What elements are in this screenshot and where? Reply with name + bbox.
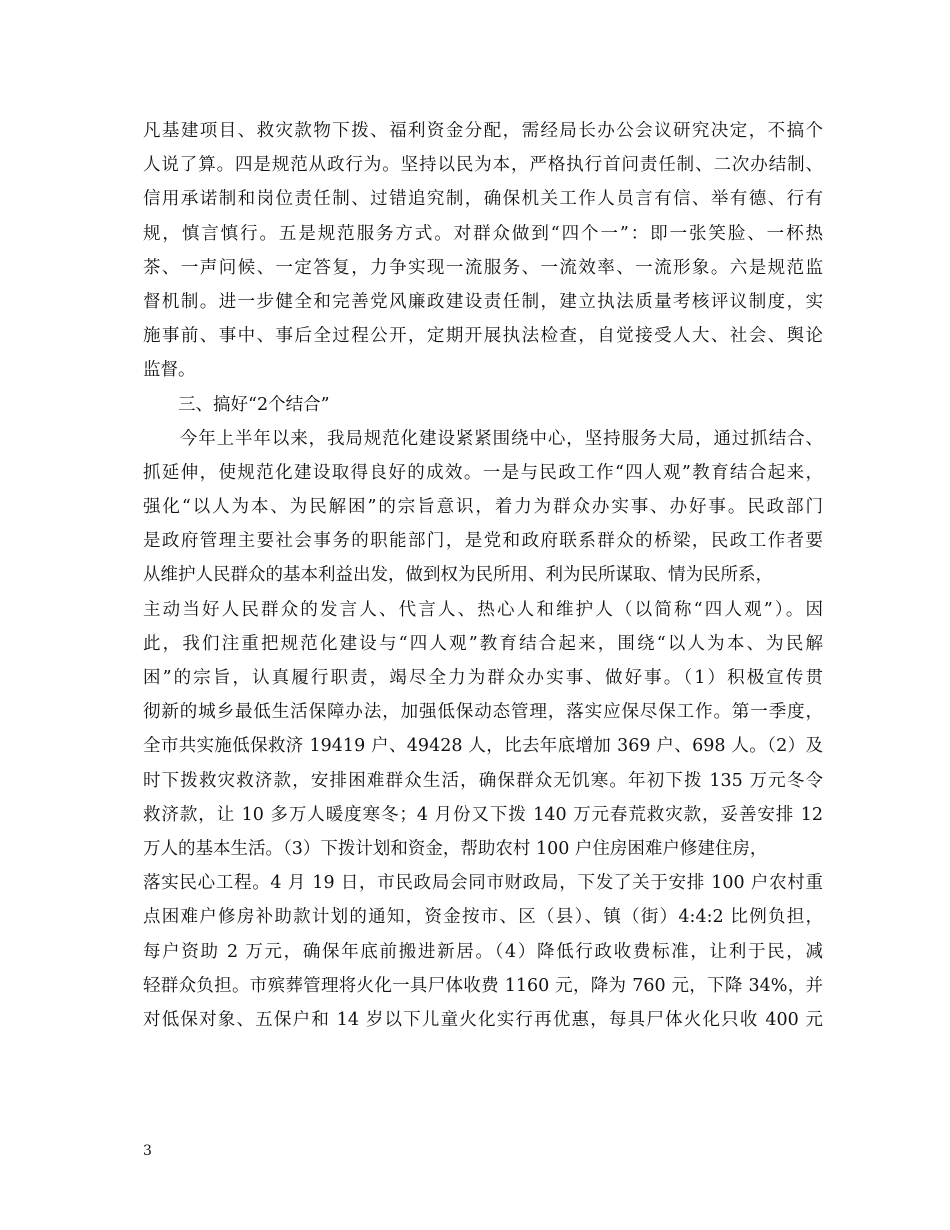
page-number: 3	[143, 1143, 152, 1159]
text-line: 强化“以人为本、为民解困”的宗旨意识，着力为群众办实事、办好事。民政部门	[143, 497, 823, 518]
text-line: 从维护人民群众的基本利益出发，做到权为民所用、利为民所谋取、情为民所系，	[143, 565, 773, 586]
text-line: 主动当好人民群众的发言人、代言人、热心人和维护人（以简称“四人观”）。因	[143, 599, 823, 620]
text-line: 落实民心工程。4 月 19 日，市民政局会同市财政局，下发了关于安排 100 户农村重	[143, 873, 823, 894]
text-line: 茶、一声问候、一定答复，力争实现一流服务、一流效率、一流形象。六是规范监	[143, 257, 823, 278]
text-line: 施事前、事中、事后全过程公开，定期开展执法检查，自觉接受人大、社会、舆论	[143, 326, 823, 347]
text-line: 万人的基本生活。（3）下拨计划和资金，帮助农村 100 户住房困难户修建住房，	[143, 838, 768, 859]
text-line: 时下拨救灾救济款，安排困难群众生活，确保群众无饥寒。年初下拨 135 万元冬令	[143, 770, 823, 791]
text-line: 全市共实施低保救济 19419 户、49428 人，比去年底增加 369 户、698 人。（2）及	[143, 736, 823, 757]
text-line: 今年上半年以来，我局规范化建设紧紧围绕中心，坚持服务大局，通过抓结合、	[143, 428, 823, 449]
text-line: 轻群众负担。市殡葬管理将火化一具尸体收费 1160 元，降为 760 元，下降 34%，并	[143, 975, 823, 996]
text-line: 人说了算。四是规范从政行为。坚持以民为本，严格执行首问责任制、二次办结制、	[143, 155, 823, 176]
text-line: 困”的宗旨，认真履行职责，竭尽全力为群众办实事、做好事。（1）积极宣传贯	[143, 668, 823, 688]
text-line: 规，慎言慎行。五是规范服务方式。对群众做到“四个一”：即一张笑脸、一杯热	[143, 223, 823, 244]
text-line: 救济款，让 10 多万人暖度寒冬；4 月份又下拨 140 万元春荒救灾款，妥善安排 12	[143, 804, 823, 825]
text-line: 凡基建项目、救灾款物下拨、福利资金分配，需经局长办公会议研究决定，不搞个	[143, 121, 823, 141]
body-text	[143, 114, 823, 1037]
text-line: 抓延伸，使规范化建设取得良好的成效。一是与民政工作“四人观”教育结合起来，	[143, 462, 823, 483]
text-line: 彻新的城乡最低生活保障办法，加强低保动态管理，落实应保尽保工作。第一季度，	[143, 702, 823, 723]
text-line: 三、搞好“2个结合”	[143, 394, 330, 415]
text-line: 监督。	[143, 360, 196, 381]
text-line: 督机制。进一步健全和完善党风廉政建设责任制，建立执法质量考核评议制度，实	[143, 291, 823, 312]
text-line: 每户资助 2 万元，确保年底前搬进新居。（4）降低行政收费标准，让利于民，减	[143, 941, 823, 962]
text-line: 对低保对象、五保户和 14 岁以下儿童火化实行再优惠，每具尸体火化只收 400 元	[143, 1009, 823, 1030]
text-line: 是政府管理主要社会事务的职能部门，是党和政府联系群众的桥梁，民政工作者要	[143, 531, 823, 552]
text-line: 信用承诺制和岗位责任制、过错追究制，确保机关工作人员言有信、举有德、行有	[143, 189, 823, 210]
text-line: 此，我们注重把规范化建设与“四人观”教育结合起来，围绕“以人为本、为民解	[143, 633, 823, 654]
text-line: 点困难户修房补助款计划的通知，资金按市、区（县）、镇（街）4:4:2 比例负担，	[143, 907, 823, 928]
